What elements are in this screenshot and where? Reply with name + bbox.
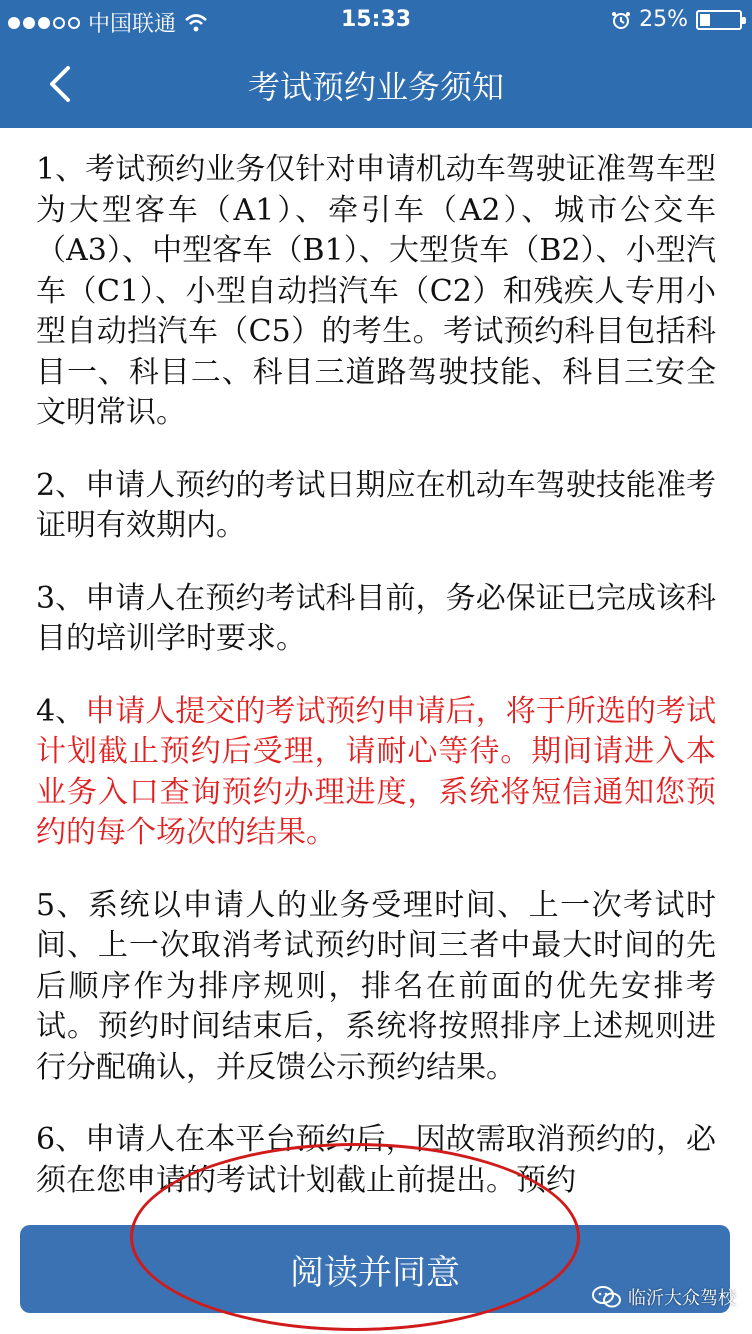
watermark-text: 临沂大众驾校 bbox=[628, 1288, 736, 1309]
wechat-icon bbox=[592, 1285, 622, 1309]
notice-paragraph-3: 3、申请人在预约考试科目前，务必保证已完成该科目的培训学时要求。 bbox=[36, 580, 716, 656]
battery-percent: 25% bbox=[639, 7, 688, 32]
status-bar bbox=[0, 0, 752, 42]
status-right bbox=[611, 7, 742, 32]
nav-bar bbox=[0, 42, 752, 128]
watermark bbox=[592, 1284, 736, 1310]
notice-paragraph-4 bbox=[36, 692, 716, 854]
notice-paragraph-1: 1、考试预约业务仅针对申请机动车驾驶证准驾车型为大型客车（A1）、牵引车（A2）、城市公交车（A3）、中型客车（B1）、大型货车（B2）、小型汽车（C1）、小型自动挡汽车（C2）和残疾人专用小型自动挡汽车（C5）的考生。考试预约科目包括科目一、科目二、科目三道路驾驶技能、科目三安全文明常识。 bbox=[36, 152, 716, 430]
notice-paragraph-2: 2、申请人预约的考试日期应在机动车驾驶技能准考证明有效期内。 bbox=[36, 467, 716, 543]
notice-content[interactable] bbox=[36, 150, 716, 1210]
status-time: 15:33 bbox=[340, 7, 412, 32]
alarm-icon bbox=[611, 10, 631, 30]
battery-icon bbox=[696, 10, 742, 30]
notice-paragraph-5: 5、系统以申请人的业务受理时间、上一次考试时间、上一次取消考试预约时间三者中最大时间的先后顺序作为排序规则，排名在前面的优先安排考试。预约时间结束后，系统将按照排序上述规则进行分配确认，并反馈公示预约结果。 bbox=[36, 887, 716, 1085]
read-and-agree-button[interactable]: 阅读并同意 bbox=[20, 1225, 730, 1313]
notice-paragraph-6: 6、申请人在本平台预约后，因故需取消预约的，必须在您申请的考试计划截止前提出。预约 bbox=[36, 1122, 716, 1198]
highlighted-notice-text: 申请人提交的考试预约申请后，将于所选的考试计划截止预约后受理，请耐心等待。期间请进入本业务入口查询预约办理进度，系统将短信通知您预约的每个场次的结果。 bbox=[36, 693, 716, 850]
page-title: 考试预约业务须知 bbox=[247, 68, 504, 106]
carrier-name: 中国联通 bbox=[88, 12, 177, 37]
paragraph-number: 4、 bbox=[36, 693, 86, 729]
